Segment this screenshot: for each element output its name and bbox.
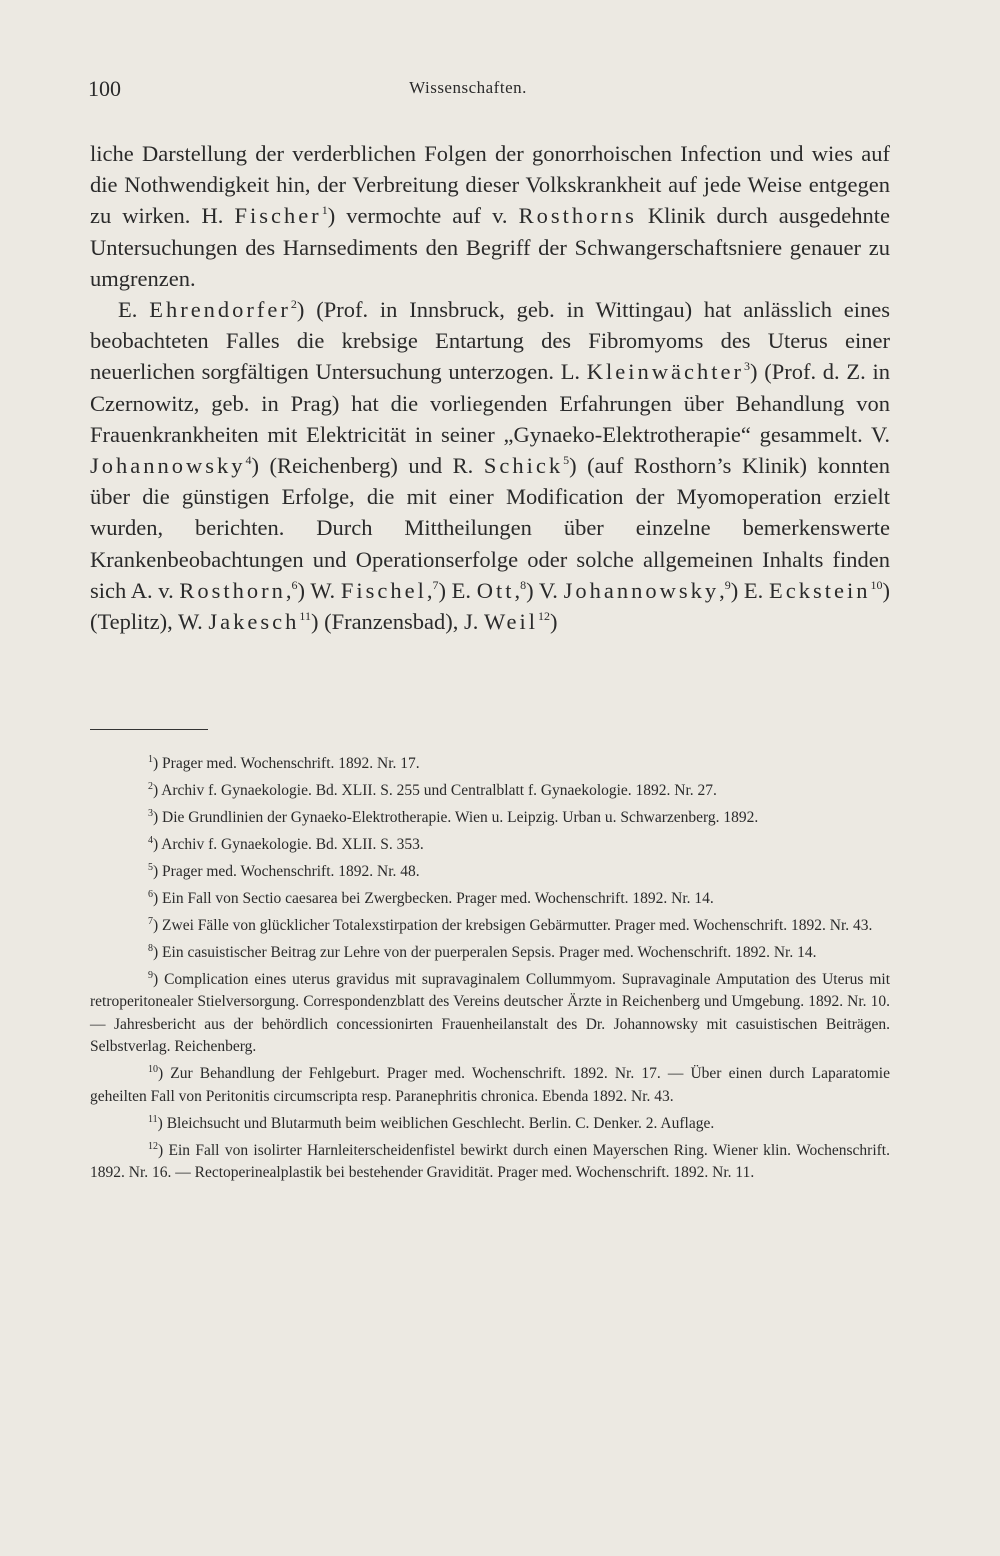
footnote-paren: ) (153, 863, 163, 880)
author-name: Jakesch (208, 609, 300, 635)
footnote-text: Complication eines uterus gravidus mit supravaginalem Collummyom. Supravaginale Amputation des Uterus mit retroperitonealer Stielversorgung. Correspondenzblatt des Vereins deutscher Ärzte in Reichenberg und Umgebung. 1892. Nr. 10. — Jahresbericht aus der behördlich concessionirten Frauenheilanstalt des Dr. Johannowsky mit casuistischen Beiträgen. Selbstverlag. Reichenberg. (90, 971, 890, 1056)
footnote-paren: ) (153, 944, 163, 961)
page-header (88, 76, 908, 106)
footnote-text: Archiv f. Gynaekologie. Bd. XLII. S. 353. (161, 836, 424, 853)
text-run: , (719, 577, 725, 603)
footnote (90, 942, 890, 964)
footnote-number: 2 (148, 781, 153, 792)
text-run: E. (118, 297, 150, 323)
footnote-text: Archiv f. Gynaekologie. Bd. XLII. S. 255 und Centralblatt f. Gynaekologie. 1892. Nr. 27. (161, 782, 717, 799)
text-run: Klinik durch ausgedehnte Untersuchungen des Harnsediments den Begriff der Schwangerschaftsniere genauer zu umgrenzen. (90, 203, 890, 291)
footnote-paren: ) (158, 1141, 169, 1159)
text-run: ) (Reichenberg) und R. (251, 453, 484, 479)
footnote-paren: ) (153, 755, 163, 772)
footnote (90, 915, 890, 937)
footnote-number: 5 (148, 862, 153, 873)
text-run: ) V. (526, 577, 564, 603)
footnote-number: 8 (148, 943, 153, 954)
footnote-marker: 1 (321, 203, 328, 218)
text-run: ) (auf Rosthorn’s Klinik) konnten über die günstigen Erfolge, die mit einer Modification der Myomoperation erzielt wurden, berichten. Durch Mittheilungen über einzelne bemerkenswerte Krankenbeobachtungen und Operationserfolge oder solche allgemeinen Inhalts finden sich A. v. (90, 453, 890, 603)
footnote-paren: ) (153, 890, 163, 907)
author-name: Fischel (340, 577, 427, 603)
footnote (90, 834, 890, 856)
author-name: Johannowsky (563, 577, 720, 603)
author-name: Weil (484, 609, 538, 635)
footnote-number: 1 (148, 754, 153, 765)
footnote-marker: 3 (744, 359, 750, 374)
footnote-marker: 8 (520, 577, 527, 592)
text-run: , (285, 577, 292, 603)
author-name: Rosthorns (518, 203, 637, 229)
author-name: Schick (483, 453, 564, 479)
footnote-marker: 5 (563, 453, 570, 468)
paragraph (90, 294, 890, 637)
author-name: Fischer (234, 203, 322, 229)
footnote-text: Die Grundlinien der Gynaeko-Elektrotherapie. Wien u. Leipzig. Urban u. Schwarzenberg. 1892. (162, 809, 759, 826)
footnote-number: 11 (148, 1113, 158, 1125)
author-name: Johannowsky (90, 453, 246, 479)
running-title: Wissenschaften. (409, 78, 527, 97)
footnote (90, 888, 890, 910)
footnote (90, 969, 890, 1059)
text-run: ) W. (297, 577, 341, 603)
footnote-marker: 10 (870, 577, 883, 592)
page-number: 100 (88, 76, 121, 101)
paragraph (90, 138, 890, 294)
footnote-text: Ein Fall von Sectio caesarea bei Zwergbecken. Prager med. Wochenschrift. 1892. Nr. 14. (162, 890, 714, 907)
footnote-text: Prager med. Wochenschrift. 1892. Nr. 17. (162, 755, 420, 772)
author-name: Rosthorn (179, 577, 286, 603)
footnote-paren: ) (153, 971, 165, 988)
footnote-number: 4 (148, 835, 153, 846)
footnote-marker: 11 (299, 609, 311, 624)
footnote-paren: ) (158, 1065, 171, 1083)
footnote (90, 807, 890, 829)
footnote-text: Zur Behandlung der Fehlgeburt. Prager med. Wochenschrift. 1892. Nr. 17. — Über einen durch Laparatomie geheilten Fall von Peritonitis circumscripta resp. Paranephritis chronica. Ebenda 1892. Nr. 43. (90, 1065, 890, 1105)
footnote (90, 1140, 890, 1185)
footnote-paren: ) (153, 836, 162, 853)
footnote-text: Ein Fall von isolirter Harnleiterscheidenfistel bewirkt durch einen Mayerschen Ring. Wiener klin. Wochenschrift. 1892. Nr. 16. — Rectoperinealplastik bei bestehender Gravidität. Prager med. Wochenschrift. 1892. Nr. 11. (90, 1141, 890, 1182)
footnote-paren: ) (153, 917, 163, 934)
text-run: ) E. (730, 577, 770, 603)
footnote-rule (90, 729, 208, 730)
footnote-number: 12 (148, 1140, 158, 1152)
footnote-paren: ) (153, 809, 163, 826)
text-run: ) (Teplitz), W. (90, 577, 890, 635)
footnotes (90, 753, 890, 1189)
text-run: ) (Franzensbad), J. (310, 609, 485, 635)
footnote-marker: 4 (245, 453, 252, 468)
footnote-marker: 6 (291, 577, 298, 592)
text-run: ) E. (438, 577, 477, 603)
footnote-marker: 7 (432, 577, 439, 592)
author-name: Kleinwächter (586, 359, 744, 385)
footnote-number: 6 (148, 889, 153, 900)
text-run: liche Darstellung der verderblichen Folgen der gonorrhoischen Infection und wies auf die Nothwendigkeit hin, der Verbreitung dieser Volkskrankheit auf jede Weise entgegen zu wirken. H. (90, 141, 890, 229)
body-text (90, 138, 890, 637)
footnote-paren: ) (157, 1114, 167, 1132)
footnote-number: 9 (148, 970, 153, 981)
author-name: Ehrendorfer (149, 297, 291, 323)
footnote-text: Prager med. Wochenschrift. 1892. Nr. 48. (162, 863, 420, 880)
footnote-text: Zwei Fälle von glücklicher Totalexstirpation der krebsigen Gebärmutter. Prager med. Wochenschrift. 1892. Nr. 43. (162, 917, 873, 934)
footnote-text: Bleichsucht und Blutarmuth beim weiblichen Geschlecht. Berlin. C. Denker. 2. Auflage. (166, 1114, 715, 1132)
text-run: ) (549, 609, 558, 635)
author-name: Eckstein (769, 577, 871, 603)
author-name: Ott (476, 577, 515, 603)
footnote-number: 10 (148, 1064, 158, 1076)
footnote-paren: ) (153, 782, 162, 799)
text-run: ) vermochte auf v. (327, 203, 519, 229)
footnote-marker: 12 (537, 609, 550, 624)
footnote-marker: 9 (724, 577, 731, 592)
footnote (90, 753, 890, 775)
footnote-number: 7 (148, 916, 153, 927)
text-run: ) (Prof. d. Z. in Czernowitz, geb. in Prag) hat die vorliegenden Erfahrungen über Behandlung von Frauenkrankheiten mit Elektricität in seiner „Gynaeko-Elektrotherapie“ gesammelt. V. (90, 359, 890, 447)
footnote-number: 3 (148, 808, 153, 819)
footnote (90, 861, 890, 883)
footnote-text: Ein casuistischer Beitrag zur Lehre von der puerperalen Sepsis. Prager med. Wochenschrift. 1892. Nr. 14. (162, 944, 817, 961)
text-run: , (426, 577, 433, 603)
footnote (90, 780, 890, 802)
text-run: ) (Prof. in Innsbruck, geb. in Wittingau) hat anlässlich eines beobachteten Falles die krebsige Entartung des Fibromyoms des Uterus einer neuerlichen sorgfältigen Untersuchung unterzogen. L. (90, 297, 891, 385)
footnote-marker: 2 (290, 297, 297, 312)
text-run: , (514, 577, 521, 603)
footnote (90, 1113, 890, 1135)
footnote (90, 1063, 890, 1108)
